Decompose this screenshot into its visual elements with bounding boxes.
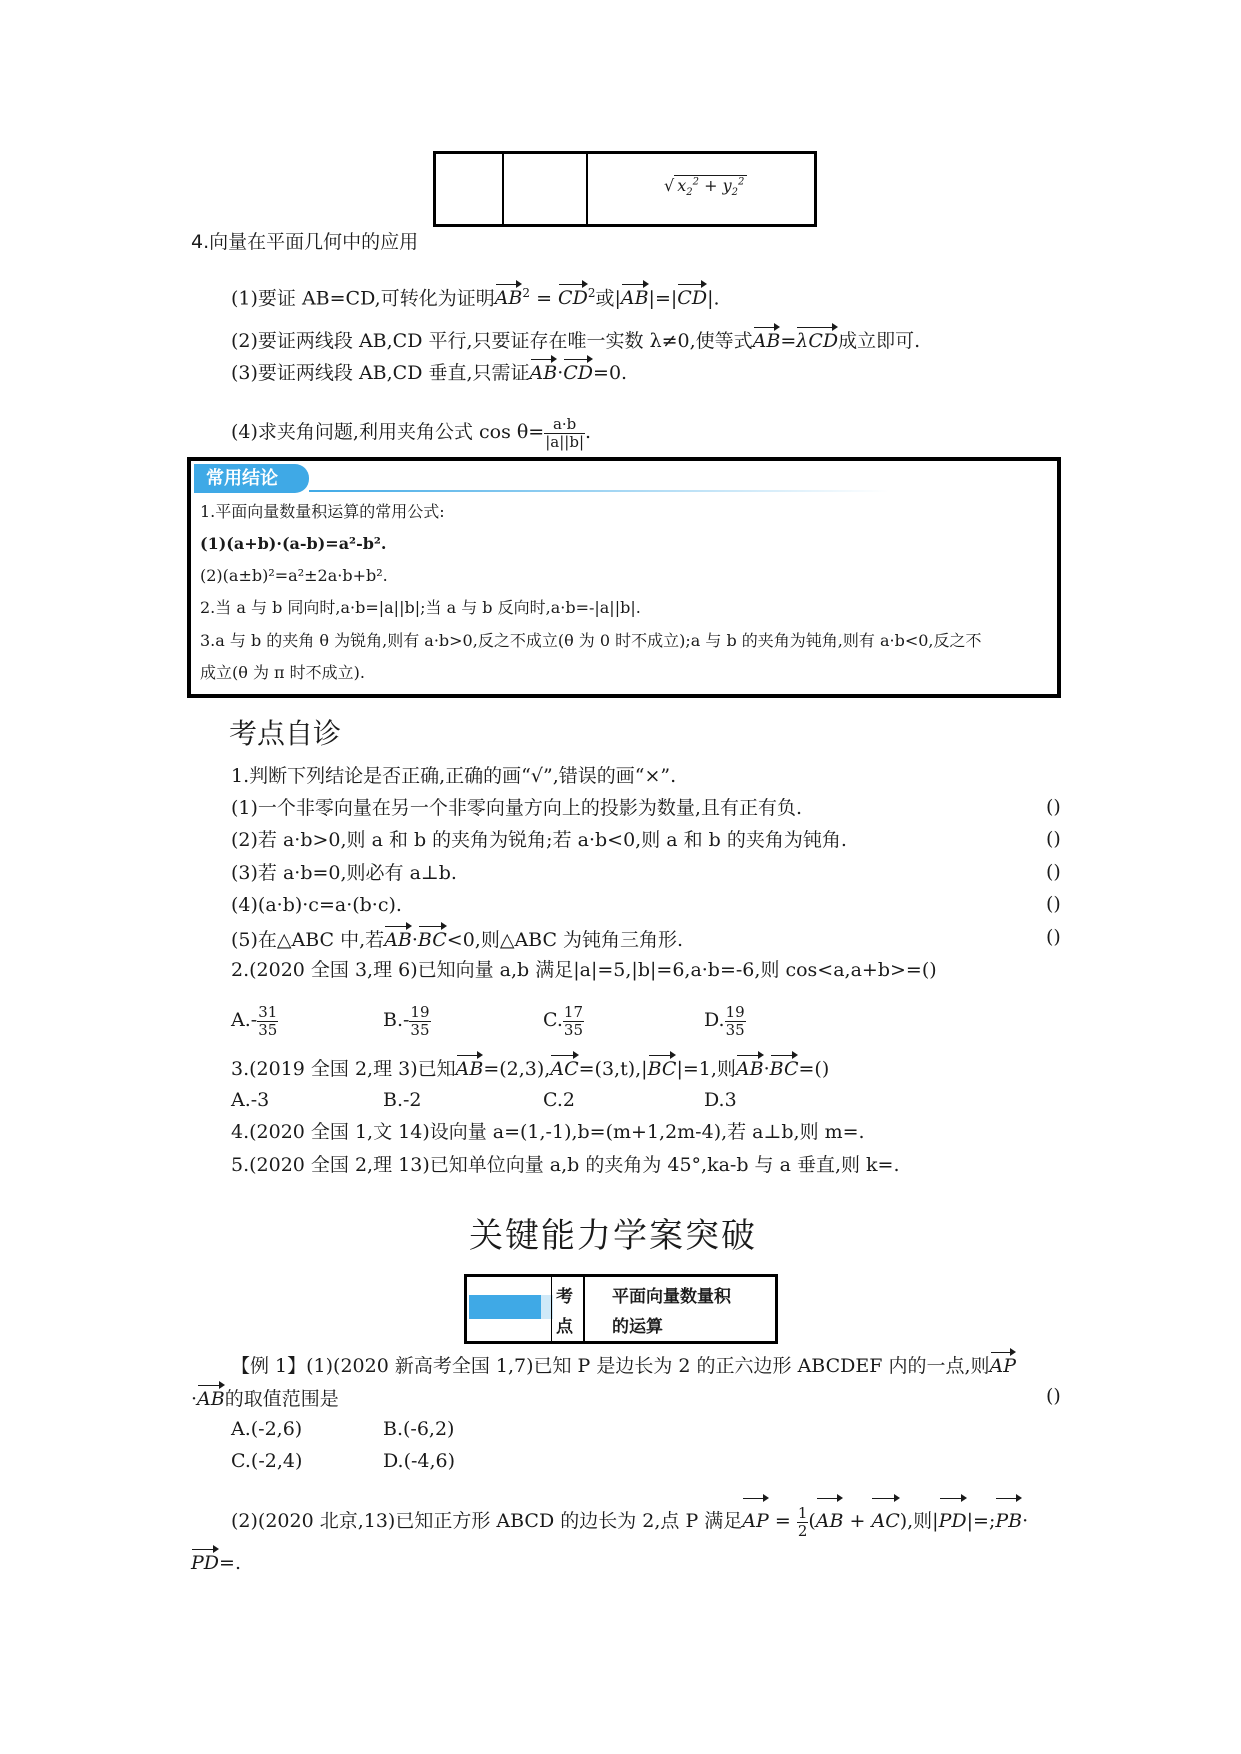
example1-part2-line2: PD=. bbox=[191, 1548, 241, 1576]
vector-AC: AC bbox=[550, 1054, 578, 1082]
conclusion-line2: (1)(a+b)·(a-b)=a²-b². bbox=[200, 534, 387, 553]
vector-AB: AB bbox=[621, 283, 649, 311]
q1-item1: (1)一个非零向量在另一个非零向量方向上的投影为数量,且有正有负. bbox=[231, 797, 802, 819]
section4-item1: (1)要证 AB=CD,可转化为证明$AB^2 = CD^2$或|AB|=|CD|. bbox=[231, 280, 720, 311]
section4-item4: (4)求夹角问题,利用夹角公式 cos θ= $\frac{a\cdot b}{|a||b|}$ . bbox=[231, 414, 592, 451]
kaodian-label-top: 考 bbox=[556, 1287, 573, 1307]
vector-AB: AB bbox=[197, 1384, 225, 1412]
conclusion-line4: 2.当 a 与 b 同向时,a·b=|a||b|;当 a 与 b 反向时,a·b=-|a||b|. bbox=[200, 598, 641, 617]
example1-option-A[interactable]: A.(-2,6) bbox=[231, 1418, 303, 1440]
q3-option-A[interactable]: A.-3 bbox=[231, 1089, 270, 1111]
vector-AB: AB bbox=[736, 1054, 764, 1082]
q1-item3: (3)若 a·b=0,则必有 a⊥b. bbox=[231, 862, 457, 884]
q1-item2: (2)若 a·b>0,则 a 和 b 的夹角为锐角;若 a·b<0,则 a 和 b 的夹角为钝角. bbox=[231, 829, 847, 851]
answer-paren: () bbox=[1046, 1385, 1061, 1407]
formula-table bbox=[433, 151, 817, 227]
vector-CD: CD bbox=[558, 283, 588, 311]
answer-paren: () bbox=[1046, 796, 1061, 818]
section-title: 关键能力学案突破 bbox=[469, 1216, 757, 1256]
vector-PD: PD bbox=[191, 1548, 219, 1576]
conclusion-line5: 3.a 与 b 的夹角 θ 为锐角,则有 a·b>0,反之不成立(θ 为 0 时不成立);a 与 b 的夹角为钝角,则有 a·b<0,反之不 bbox=[200, 631, 982, 650]
vector-CD: CD bbox=[563, 358, 593, 386]
answer-paren: () bbox=[1046, 828, 1061, 850]
q2-option-B[interactable]: B.- $\frac{19}{35}$ bbox=[383, 1002, 430, 1039]
vector-AB: AB bbox=[495, 283, 523, 311]
vector-AB: AB bbox=[384, 925, 412, 953]
q3-option-D[interactable]: D.3 bbox=[704, 1089, 737, 1111]
kaodian-label-bottom: 点 bbox=[556, 1317, 573, 1337]
conclusion-line6: 成立(θ 为 π 时不成立). bbox=[200, 663, 365, 682]
q1-item4: (4)(a·b)·c=a·(b·c). bbox=[231, 894, 402, 916]
vector-AP: AP bbox=[742, 1497, 769, 1543]
section4-item2: (2)要证两线段 AB,CD 平行,只要证存在唯一实数 λ≠0,使等式AB=λCD成立即可. bbox=[231, 326, 920, 354]
q4-stem: 4.(2020 全国 1,文 14)设向量 a=(1,-1),b=(m+1,2m-4),若 a⊥b,则 m=. bbox=[231, 1121, 865, 1143]
answer-paren: () bbox=[1046, 926, 1061, 948]
conclusion-line1: 1.平面向量数量积运算的常用公式: bbox=[200, 502, 445, 521]
example1-stem-line2: ·AB的取值范围是 bbox=[191, 1384, 339, 1412]
q2-option-A[interactable]: A.- $\frac{31}{35}$ bbox=[231, 1002, 278, 1039]
vector-PD: PD bbox=[939, 1497, 967, 1543]
example1-part2: (2)(2020 北京,13)已知正方形 ABCD 的边长为 2,点 P 满足AP = $\frac{1}{2}$ (AB + AC),则|PD|=;PB· bbox=[231, 1497, 1028, 1543]
example1-option-C[interactable]: C.(-2,4) bbox=[231, 1450, 303, 1472]
vector-BC: BC bbox=[770, 1054, 799, 1082]
q3-stem: 3.(2019 全国 2,理 3)已知AB=(2,3),AC=(3,t),|BC|=1,则AB·BC=() bbox=[231, 1054, 829, 1082]
example1-option-B[interactable]: B.(-6,2) bbox=[383, 1418, 455, 1440]
vector-BC: BC bbox=[418, 925, 447, 953]
kaodian-box bbox=[464, 1274, 778, 1344]
q3-option-C[interactable]: C.2 bbox=[543, 1089, 575, 1111]
table-cell-1 bbox=[436, 154, 504, 224]
vector-BC: BC bbox=[648, 1054, 677, 1082]
vector-AB: AB bbox=[530, 358, 558, 386]
table-formula: √ $x_2^2 + y_2^2$ bbox=[664, 176, 747, 198]
vector-AB: AB bbox=[456, 1054, 484, 1082]
q2-stem: 2.(2020 全国 3,理 6)已知向量 a,b 满足|a|=5,|b|=6,a·b=-6,则 cos<a,a+b>=() bbox=[231, 959, 937, 981]
vector-AB: AB bbox=[753, 326, 781, 354]
q1-stem: 1.判断下列结论是否正确,正确的画“√”,错误的画“×”. bbox=[231, 765, 677, 787]
q2-option-D[interactable]: D. $\frac{19}{35}$ bbox=[704, 1002, 745, 1039]
q5-stem: 5.(2020 全国 2,理 13)已知单位向量 a,b 的夹角为 45°,ka-b 与 a 垂直,则 k=. bbox=[231, 1154, 900, 1176]
conclusion-line3: (2)(a±b)²=a²±2a·b+b². bbox=[200, 566, 388, 585]
angle-formula-fraction: $\frac{a\cdot b}{|a||b|}$ bbox=[545, 414, 584, 451]
table-cell-2 bbox=[504, 154, 588, 224]
vector-CD: CD bbox=[677, 283, 707, 311]
example1-option-D[interactable]: D.(-4,6) bbox=[383, 1450, 456, 1472]
vector-AC: AC bbox=[871, 1497, 899, 1543]
self-check-title: 考点自诊 bbox=[229, 717, 342, 750]
section4-heading: 4.向量在平面几何中的应用 bbox=[191, 231, 419, 253]
kaodian-title-line1: 平面向量数量积 bbox=[612, 1287, 731, 1307]
conclusion-tag-underline bbox=[309, 490, 889, 492]
example1-stem: 【例 1】(1)(2020 新高考全国 1,7)已知 P 是边长为 2 的正六边形 ABCDEF 内的一点,则AP bbox=[231, 1351, 1016, 1379]
q3-option-B[interactable]: B.-2 bbox=[383, 1089, 422, 1111]
q2-option-C[interactable]: C. $\frac{17}{35}$ bbox=[543, 1002, 583, 1039]
half-fraction: $\frac{1}{2}$ bbox=[797, 1503, 808, 1540]
answer-paren: () bbox=[1046, 861, 1061, 883]
vector-AP: AP bbox=[990, 1351, 1017, 1379]
conclusion-box bbox=[187, 457, 1061, 698]
vector-AB: AB bbox=[816, 1497, 844, 1543]
conclusion-tag: 常用结论 bbox=[194, 464, 309, 493]
vector-lambda-CD: λCD bbox=[796, 326, 838, 354]
q1-item5: (5)在△ABC 中,若AB·BC<0,则△ABC 为钝角三角形. bbox=[231, 925, 683, 953]
vector-PB: PB bbox=[995, 1497, 1022, 1543]
kaodian-title-line2: 的运算 bbox=[612, 1317, 663, 1337]
answer-paren: () bbox=[1046, 893, 1061, 915]
section4-item3: (3)要证两线段 AB,CD 垂直,只需证AB·CD=0. bbox=[231, 358, 627, 386]
